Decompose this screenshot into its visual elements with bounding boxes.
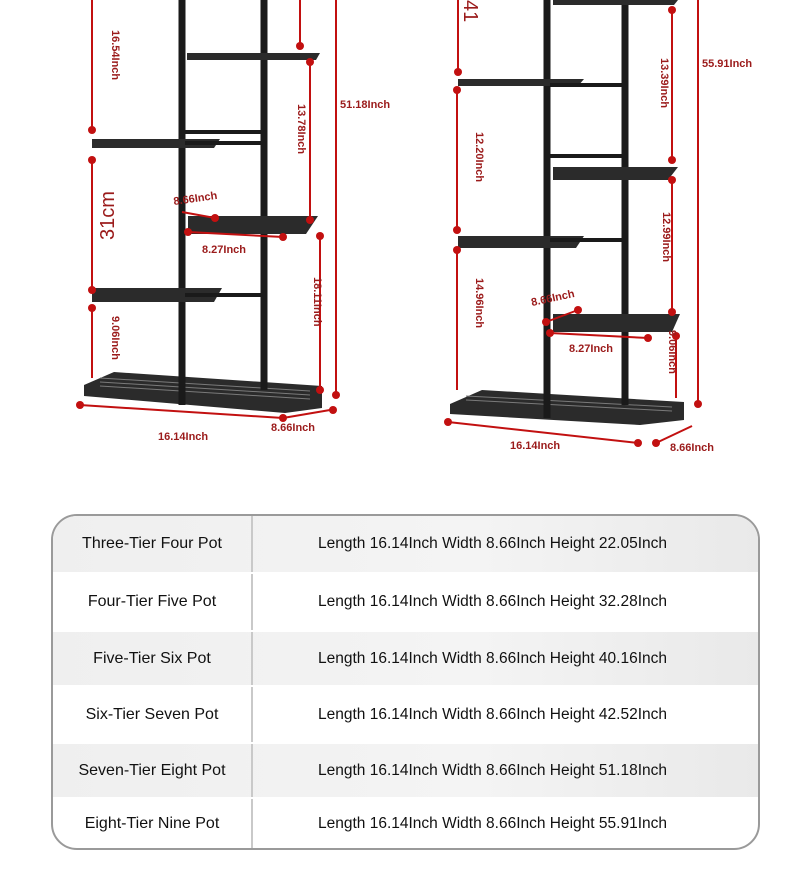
right-top-partial-label: 41 — [459, 0, 481, 23]
right-mid-right-label: 12.99Inch — [660, 212, 672, 263]
table-row — [53, 572, 758, 630]
right-base-width-label: 8.66Inch — [670, 442, 715, 454]
right-lower-left-label: 14.96Inch — [473, 278, 485, 329]
tier-name-cell: Eight-Tier Nine Pot — [53, 799, 253, 848]
tier-name-cell: Five-Tier Six Pot — [53, 632, 253, 685]
tier-name-cell: Six-Tier Seven Pot — [53, 687, 253, 742]
left-base-width-label: 8.66Inch — [271, 422, 316, 434]
right-upper-right-label: 13.39Inch — [658, 58, 670, 109]
left-lower-right-label: 18.11Inch — [311, 277, 323, 327]
left-cm-label: 31cm — [97, 191, 119, 240]
right-base-length-label: 16.14Inch — [510, 440, 561, 452]
dimensions-cell: Length 16.14Inch Width 8.66Inch Height 22.05Inch — [318, 535, 667, 552]
table-row — [53, 685, 758, 742]
dimensions-cell: Length 16.14Inch Width 8.66Inch Height 40.16Inch — [318, 649, 667, 667]
table-row — [53, 630, 758, 685]
table-row — [53, 797, 758, 848]
tier-name-cell: Seven-Tier Eight Pot — [53, 744, 253, 797]
table-row — [53, 742, 758, 797]
left-shelf-depth-label: 8.66Inch — [172, 189, 219, 208]
size-spec-table — [51, 514, 760, 850]
tier-name-cell: Four-Tier Five Pot — [53, 574, 253, 630]
left-bottom-left-label: 9.06Inch — [109, 316, 121, 361]
left-shelf-width-label: 8.27Inch — [202, 244, 247, 256]
dimensions-cell: Length 16.14Inch Width 8.66Inch Height 51.18Inch — [318, 761, 667, 779]
right-shelf-depth-label: 8.66Inch — [530, 288, 576, 309]
left-base-length-label: 16.14Inch — [158, 431, 209, 443]
tier-name-cell: Three-Tier Four Pot — [53, 516, 253, 572]
left-total-height-label: 51.18Inch — [340, 99, 391, 111]
dimensions-cell: Length 16.14Inch Width 8.66Inch Height 55.91Inch — [318, 814, 667, 832]
right-upper-left-label: 12.20Inch — [473, 132, 485, 183]
left-mid-right-label: 13.78Inch — [295, 104, 307, 155]
dimensions-cell: Length 16.14Inch Width 8.66Inch Height 32.28Inch — [318, 593, 667, 610]
right-shelf-width-label: 8.27Inch — [569, 343, 614, 355]
right-plant-stand — [450, 0, 684, 425]
right-bottom-right-label: 9.06Inch — [666, 330, 678, 375]
right-total-height-label: 55.91Inch — [702, 58, 753, 70]
dimensions-cell: Length 16.14Inch Width 8.66Inch Height 42.52Inch — [318, 705, 667, 723]
table-row — [53, 516, 758, 572]
left-top-height-label: 16.54Inch — [109, 30, 121, 81]
